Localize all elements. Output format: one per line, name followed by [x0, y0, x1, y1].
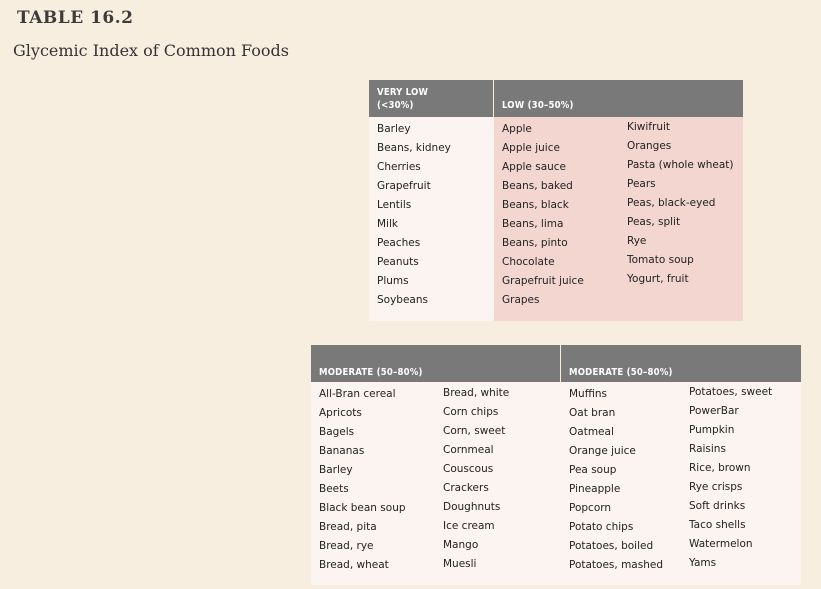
food-item: Muesli — [443, 558, 477, 570]
food-item: Barley — [319, 464, 353, 476]
food-item: Watermelon — [689, 538, 753, 550]
food-item: Pea soup — [569, 464, 617, 476]
food-item: Beets — [319, 483, 349, 495]
food-item: Muffins — [569, 388, 607, 400]
food-item: Oranges — [627, 140, 672, 152]
food-item: Bread, rye — [319, 540, 374, 552]
food-item: Grapefruit juice — [502, 275, 584, 287]
very-low-header-line2: (<30%) — [377, 100, 414, 111]
food-item: Apricots — [319, 407, 362, 419]
food-item: Bagels — [319, 426, 355, 438]
food-item: Bread, white — [443, 387, 510, 399]
food-item: Peas, black-eyed — [627, 197, 716, 209]
low-header — [494, 80, 743, 117]
food-item: Bananas — [319, 445, 365, 457]
food-item: Potato chips — [569, 521, 634, 533]
food-item: Cherries — [377, 161, 421, 173]
moderate-right-header-label: MODERATE (50–80%) — [569, 367, 673, 378]
very-low-header — [369, 80, 493, 117]
food-item: Couscous — [443, 463, 494, 475]
food-item: Rye — [627, 235, 647, 247]
food-item: All-Bran cereal — [319, 388, 396, 400]
food-item: Potatoes, mashed — [569, 559, 663, 571]
food-item: Chocolate — [502, 256, 555, 268]
food-item: Rice, brown — [689, 462, 751, 474]
food-item: Doughnuts — [443, 501, 501, 513]
moderate-right-header — [561, 345, 801, 382]
food-item: Plums — [377, 275, 409, 287]
food-item: Beans, black — [502, 199, 569, 211]
food-item: Pumpkin — [689, 424, 735, 436]
food-item: Apple juice — [502, 142, 560, 154]
moderate-left-header-label: MODERATE (50–80%) — [319, 367, 423, 378]
food-item: Oat bran — [569, 407, 616, 419]
food-item: Popcorn — [569, 502, 612, 514]
food-item: Lentils — [377, 199, 412, 211]
food-item: Beans, kidney — [377, 142, 451, 154]
food-item: Yams — [689, 557, 717, 569]
food-item: Milk — [377, 218, 398, 230]
low-header-label: LOW (30–50%) — [502, 100, 574, 111]
food-item: Bread, pita — [319, 521, 377, 533]
moderate-right-col2 — [689, 383, 772, 573]
food-item: Grapes — [502, 294, 540, 306]
food-item: Yogurt, fruit — [627, 273, 689, 285]
moderate-right-col1 — [569, 385, 663, 575]
food-item: Crackers — [443, 482, 489, 494]
food-item: Apple — [502, 123, 532, 135]
food-item: Pasta (whole wheat) — [627, 159, 734, 171]
food-item: Pineapple — [569, 483, 621, 495]
food-item: Potatoes, sweet — [689, 386, 773, 398]
very-low-header-line1: VERY LOW — [377, 87, 429, 98]
moderate-left-col1 — [319, 385, 406, 575]
food-item: Kiwifruit — [627, 121, 671, 133]
low-list-col1 — [502, 120, 584, 310]
food-item: Tomato soup — [627, 254, 694, 266]
food-item: Raisins — [689, 443, 726, 455]
food-item: Pears — [627, 178, 656, 190]
food-item: Potatoes, boiled — [569, 540, 654, 552]
moderate-left-col2 — [443, 384, 509, 574]
food-item: Oatmeal — [569, 426, 614, 438]
food-item: Corn chips — [443, 406, 499, 418]
food-item: Soft drinks — [689, 500, 746, 512]
food-item: Bread, wheat — [319, 559, 389, 571]
food-item: Taco shells — [689, 519, 746, 531]
food-item: Grapefruit — [377, 180, 431, 192]
food-item: Corn, sweet — [443, 425, 506, 437]
food-item: Beans, baked — [502, 180, 573, 192]
food-item: Orange juice — [569, 445, 636, 457]
food-item: Ice cream — [443, 520, 495, 532]
table-title: Glycemic Index of Common Foods — [13, 41, 289, 60]
food-item: Peanuts — [377, 256, 419, 268]
food-item: Cornmeal — [443, 444, 494, 456]
table-number: TABLE 16.2 — [17, 8, 134, 28]
food-item: Peaches — [377, 237, 421, 249]
food-item: PowerBar — [689, 405, 739, 417]
low-list-col2 — [627, 118, 733, 289]
food-item: Barley — [377, 123, 411, 135]
very-low-list — [377, 120, 451, 310]
food-item: Soybeans — [377, 294, 428, 306]
food-item: Beans, lima — [502, 218, 564, 230]
food-item: Beans, pinto — [502, 237, 568, 249]
moderate-left-header — [311, 345, 560, 382]
food-item: Black bean soup — [319, 502, 406, 514]
food-item: Apple sauce — [502, 161, 567, 173]
food-item: Mango — [443, 539, 479, 551]
food-item: Rye crisps — [689, 481, 743, 493]
food-item: Peas, split — [627, 216, 681, 228]
